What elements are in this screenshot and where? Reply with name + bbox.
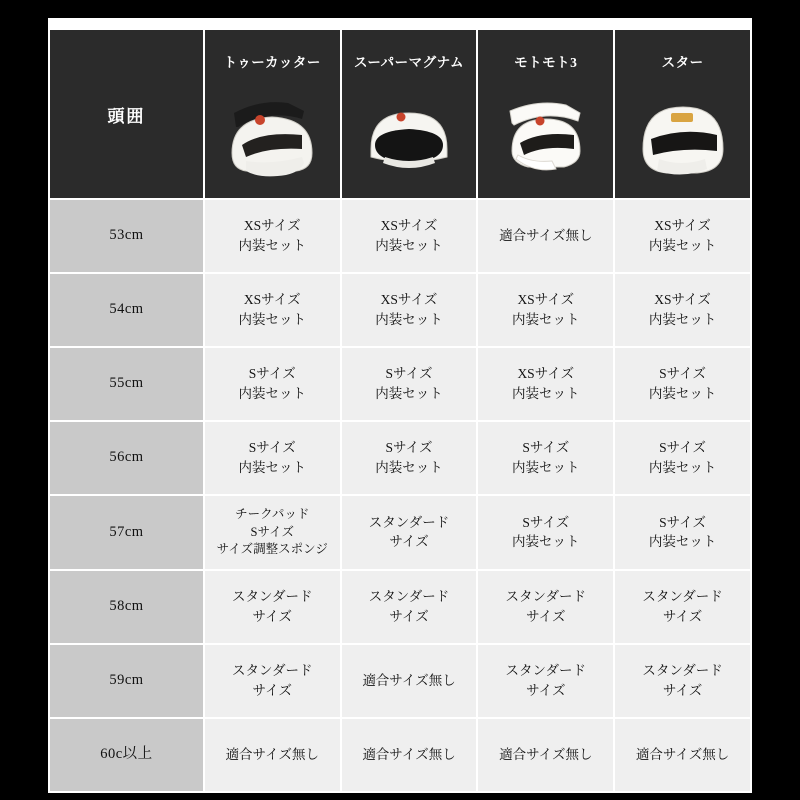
cell-53cm-3: XSサイズ 内装セット	[615, 200, 750, 272]
header-model-1	[342, 30, 477, 198]
cell-57cm-1: スタンダード サイズ	[342, 496, 477, 569]
cell-54cm-0: XSサイズ 内装セット	[205, 274, 340, 346]
cell-59cm-1: 適合サイズ無し	[342, 645, 477, 717]
cell-53cm-2: 適合サイズ無し	[478, 200, 613, 272]
header-model-3	[615, 30, 750, 198]
cell-60cm-0: 適合サイズ無し	[205, 719, 340, 791]
cell-54cm-2: XSサイズ 内装セット	[478, 274, 613, 346]
cell-59cm-2: スタンダード サイズ	[478, 645, 613, 717]
table-body	[50, 200, 750, 791]
cell-56cm-3: Sサイズ 内装セット	[615, 422, 750, 494]
cell-58cm-1: スタンダード サイズ	[342, 571, 477, 643]
row-head-57cm: 57cm	[50, 496, 203, 569]
cell-57cm-0: チークパッド Sサイズ サイズ調整スポンジ	[205, 496, 340, 569]
row-head-54cm: 54cm	[50, 274, 203, 346]
model-name-0: トゥーカッター	[223, 55, 321, 70]
size-chart-container	[48, 28, 752, 772]
cell-55cm-1: Sサイズ 内装セット	[342, 348, 477, 420]
row-head-59cm: 59cm	[50, 645, 203, 717]
model-name-1: スーパーマグナム	[354, 55, 465, 70]
cell-57cm-2: Sサイズ 内装セット	[478, 496, 613, 569]
row-head-60cm-plus: 60c以上	[50, 719, 203, 791]
header-model-2	[478, 30, 613, 198]
helmet-full-face-dark-visor-icon	[615, 75, 750, 187]
row-head-58cm: 58cm	[50, 571, 203, 643]
table-row	[50, 200, 750, 272]
cell-56cm-0: Sサイズ 内装セット	[205, 422, 340, 494]
header-model-0	[205, 30, 340, 198]
cell-56cm-1: Sサイズ 内装セット	[342, 422, 477, 494]
cell-56cm-2: Sサイズ 内装セット	[478, 422, 613, 494]
row-head-53cm: 53cm	[50, 200, 203, 272]
table-row	[50, 496, 750, 569]
cell-60cm-3: 適合サイズ無し	[615, 719, 750, 791]
cell-53cm-0: XSサイズ 内装セット	[205, 200, 340, 272]
table-row	[50, 645, 750, 717]
cell-54cm-1: XSサイズ 内装セット	[342, 274, 477, 346]
model-name-3: スター	[661, 55, 704, 70]
cell-55cm-0: Sサイズ 内装セット	[205, 348, 340, 420]
cell-59cm-0: スタンダード サイズ	[205, 645, 340, 717]
cell-57cm-3: Sサイズ 内装セット	[615, 496, 750, 569]
cell-58cm-3: スタンダード サイズ	[615, 571, 750, 643]
cell-55cm-3: Sサイズ 内装セット	[615, 348, 750, 420]
model-name-2: モトモト3	[514, 55, 578, 70]
table-row	[50, 348, 750, 420]
cell-60cm-2: 適合サイズ無し	[478, 719, 613, 791]
cell-58cm-0: スタンダード サイズ	[205, 571, 340, 643]
table-header-row	[50, 30, 750, 198]
helmet-open-face-visor-up-icon	[478, 75, 613, 187]
cell-60cm-1: 適合サイズ無し	[342, 719, 477, 791]
row-head-55cm: 55cm	[50, 348, 203, 420]
table-row	[50, 274, 750, 346]
table-row	[50, 571, 750, 643]
helmet-full-face-visor-up-icon	[205, 75, 340, 187]
table-row	[50, 719, 750, 791]
table-header	[50, 30, 750, 198]
table-row	[50, 422, 750, 494]
cell-55cm-2: XSサイズ 内装セット	[478, 348, 613, 420]
cell-54cm-3: XSサイズ 内装セット	[615, 274, 750, 346]
cell-59cm-3: スタンダード サイズ	[615, 645, 750, 717]
row-head-56cm: 56cm	[50, 422, 203, 494]
cell-58cm-2: スタンダード サイズ	[478, 571, 613, 643]
helmet-size-table	[48, 28, 752, 793]
cell-53cm-1: XSサイズ 内装セット	[342, 200, 477, 272]
helmet-open-face-dark-visor-icon	[342, 75, 477, 187]
header-head-circumference: 頭囲	[50, 30, 203, 198]
